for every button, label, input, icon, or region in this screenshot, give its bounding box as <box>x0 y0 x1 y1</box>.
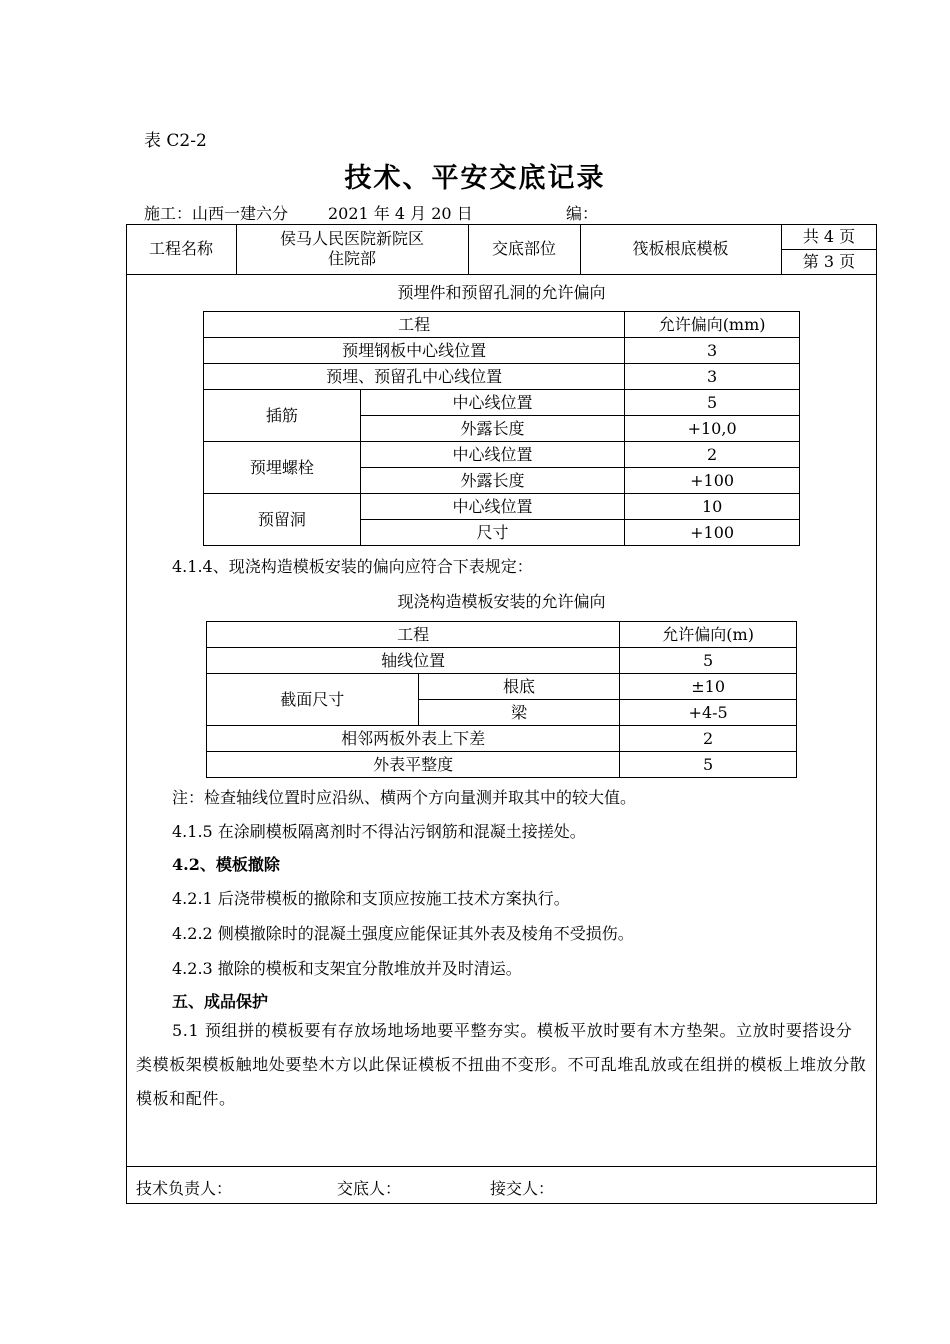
note: 注：检查轴线位置时应沿纵、横两个方向量测并取其中的较大值。 <box>172 788 637 807</box>
col-header-deviation: 允许偏向(mm) <box>625 312 800 338</box>
table-row <box>207 726 797 752</box>
part-value: 筏板根底模板 <box>632 239 729 258</box>
project-name-line1: 侯马人民医院新院区 <box>279 229 424 248</box>
sub-item: 梁 <box>418 700 620 726</box>
project-name-value <box>236 224 468 274</box>
section-heading-4-2: 4.2、模板撤除 <box>172 855 280 874</box>
receiver-label: 接交人： <box>490 1179 555 1198</box>
clause-4-2-3: 4.2.3 撤除的模板和支架宜分散堆放并及时清运。 <box>172 959 522 978</box>
sub-value: 10 <box>625 494 800 520</box>
row-value: 5 <box>620 752 797 778</box>
table-header-row <box>204 312 800 338</box>
sub-value: +100 <box>625 468 800 494</box>
clause-4-2-2: 4.2.2 侧模撤除时的混凝土强度应能保证其外表及棱角不受损伤。 <box>172 924 634 943</box>
clause-5-1: 5.1 预组拼的模板要有存放场地场地要平整夯实。模板平放时要有木方垫架。立放时要搭设分类模板架模板触地处要垫木方以此保证模板不扭曲不变形。不可乱堆乱放或在组拼的模板上堆放分散模板和配件。 <box>136 1021 867 1108</box>
col-header-item: 工程 <box>207 622 620 648</box>
table-row <box>207 648 797 674</box>
group-name: 截面尺寸 <box>207 674 419 726</box>
part-label: 交底部位 <box>491 239 556 258</box>
sub-item: 外露长度 <box>360 416 625 442</box>
table-header-row <box>207 622 797 648</box>
sub-item: 中心线位置 <box>360 390 625 416</box>
record-date: 2021 年 4 月 20 日 <box>328 204 473 223</box>
table-row <box>204 338 800 364</box>
project-name-label: 工程名称 <box>148 239 213 258</box>
project-name-line2: 住院部 <box>327 249 376 268</box>
header-divider <box>126 274 877 275</box>
table2-caption: 现浇构造模板安装的允许偏向 <box>397 592 606 611</box>
formwork-deviation-table <box>206 621 797 778</box>
group-name: 预埋螺栓 <box>204 442 361 494</box>
row-value: 3 <box>625 338 800 364</box>
group-name: 预留洞 <box>204 494 361 546</box>
construction-unit: 施工：山西一建六分 <box>144 204 289 223</box>
form-code: 表 C2-2 <box>144 131 207 151</box>
document-title: 技术、平安交底记录 <box>344 163 606 194</box>
row-value: 5 <box>620 648 797 674</box>
sub-item: 根底 <box>418 674 620 700</box>
row-item: 相邻两板外表上下差 <box>207 726 620 752</box>
clause-4-2-1: 4.2.1 后浇带模板的撤除和支顶应按施工技术方案执行。 <box>172 889 570 908</box>
sub-item: 外露长度 <box>360 468 625 494</box>
table-row <box>204 390 800 416</box>
group-name: 插筋 <box>204 390 361 442</box>
record-number-label: 编： <box>566 204 599 223</box>
sub-value: 5 <box>625 390 800 416</box>
sub-value: ±10 <box>620 674 797 700</box>
row-value: 3 <box>625 364 800 390</box>
sub-item: 尺寸 <box>360 520 625 546</box>
col-header-item: 工程 <box>204 312 625 338</box>
signature-divider <box>126 1166 877 1167</box>
sub-value: +100 <box>625 520 800 546</box>
table1-caption: 预埋件和预留孔洞的允许偏向 <box>397 283 606 302</box>
row-value: 2 <box>620 726 797 752</box>
row-item: 外表平整度 <box>207 752 620 778</box>
total-pages: 共 4 页 <box>802 226 856 246</box>
sub-item: 中心线位置 <box>360 442 625 468</box>
embedded-parts-table <box>203 311 800 546</box>
row-item: 预埋钢板中心线位置 <box>204 338 625 364</box>
col-header-deviation: 允许偏向(m) <box>620 622 797 648</box>
clause-4-1-4: 4.1.4、现浇构造模板安装的偏向应符合下表规定： <box>172 557 533 576</box>
row-item: 轴线位置 <box>207 648 620 674</box>
sub-value: 2 <box>625 442 800 468</box>
sub-value: +4-5 <box>620 700 797 726</box>
row-item: 预埋、预留孔中心线位置 <box>204 364 625 390</box>
discloser-label: 交底人： <box>337 1179 402 1198</box>
tech-lead-label: 技术负责人： <box>136 1179 233 1198</box>
table-row <box>204 442 800 468</box>
table-row <box>204 494 800 520</box>
page-number: 第 3 页 <box>802 251 856 271</box>
table-row <box>207 752 797 778</box>
table-row <box>207 674 797 700</box>
sub-item: 中心线位置 <box>360 494 625 520</box>
table-row <box>204 364 800 390</box>
clause-4-1-5: 4.1.5 在涂刷模板隔离剂时不得沾污钢筋和混凝土接搓处。 <box>172 822 586 841</box>
sub-value: +10,0 <box>625 416 800 442</box>
section-heading-5: 五、成品保护 <box>172 992 269 1011</box>
